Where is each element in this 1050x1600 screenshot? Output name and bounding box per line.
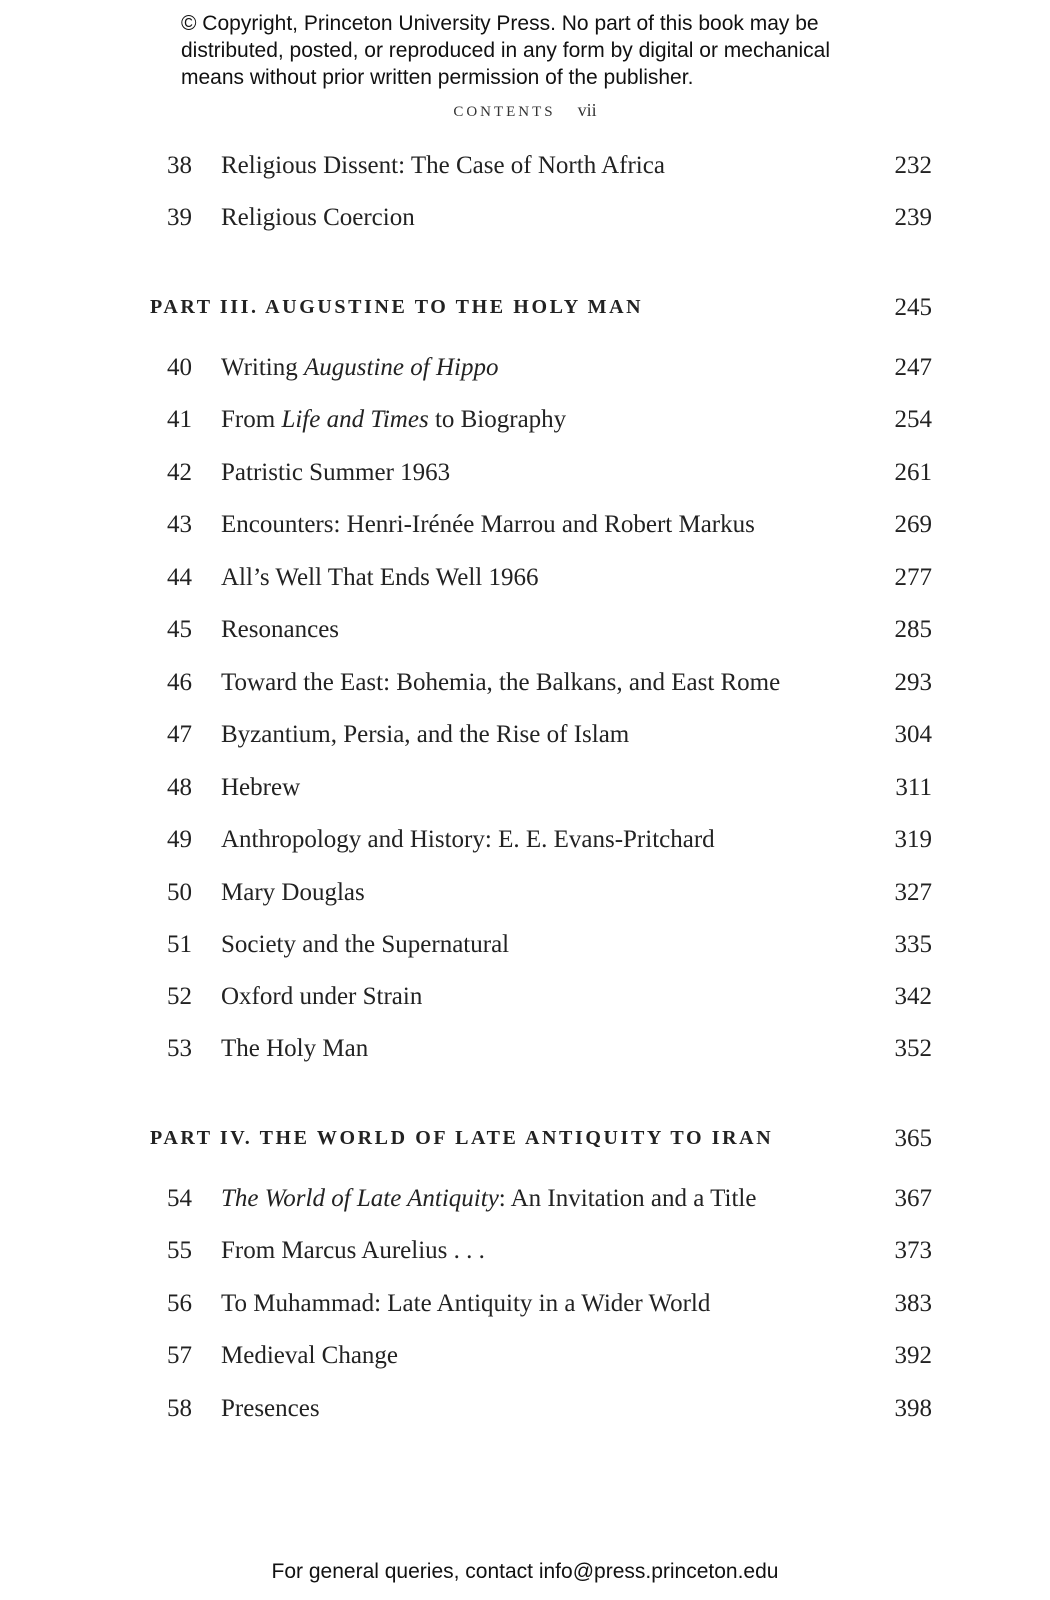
chapter-title-text: Mary Douglas [221,879,365,906]
page-number: 367 [894,1185,932,1212]
chapter-title [221,511,755,539]
chapter-title-text: Encounters: Henri-Irénée Marrou and Robert Markus [221,511,755,538]
chapter-title-text: To Muhammad: Late Antiquity in a Wider World [221,1290,711,1317]
running-head-label: CONTENTS [453,104,556,120]
chapter-title-text: Anthropology and History: E. E. Evans-Pritchard [221,826,715,853]
toc-chapter-entry [150,1336,932,1376]
chapter-title-text: Resonances [221,616,340,643]
page-number: 365 [894,1125,932,1152]
chapter-title-italic: Augustine of Hippo [304,354,499,381]
toc-part-heading [150,1119,932,1159]
page-number: 398 [894,1395,932,1422]
toc-chapter-entry [150,715,932,755]
page-number: 319 [894,826,932,853]
chapter-number: 45 [167,616,192,643]
chapter-title [221,669,780,697]
chapter-number: 46 [167,669,192,696]
chapter-number: 58 [167,1395,192,1422]
chapter-number: 53 [167,1035,192,1062]
chapter-number: 52 [167,983,192,1010]
chapter-title [221,204,415,232]
page-number: 247 [894,354,932,381]
chapter-title-text: Patristic Summer 1963 [221,459,451,486]
copyright-line: means without prior written permission of the publisher. [181,66,694,89]
chapter-number: 44 [167,564,192,591]
page-number: 232 [894,152,932,179]
toc-chapter-entry [150,1029,932,1069]
chapter-number: 49 [167,826,192,853]
page-number: 352 [894,1035,932,1062]
page-number: 392 [894,1342,932,1369]
chapter-title [221,1395,320,1423]
chapter-title [221,931,509,959]
chapter-number: 57 [167,1342,192,1369]
toc-chapter-entry [150,820,932,860]
chapter-title-text: Religious Dissent: The Case of North Africa [221,152,665,179]
page-number: 327 [894,879,932,906]
toc-chapter-entry [150,348,932,388]
toc-chapter-entry [150,1389,932,1429]
chapter-number: 40 [167,354,192,381]
part-title: PART III. AUGUSTINE TO THE HOLY MAN [150,296,644,318]
page-number: 277 [894,564,932,591]
chapter-title [221,1185,756,1213]
copyright-line: © Copyright, Princeton University Press. No part of this book may be [181,12,819,35]
chapter-number: 47 [167,721,192,748]
toc-chapter-entry [150,663,932,703]
toc-chapter-entry [150,1231,932,1271]
toc-chapter-entry [150,768,932,808]
chapter-title-text: From Marcus Aurelius . . . [221,1237,485,1264]
page-number: 383 [894,1290,932,1317]
toc-chapter-entry [150,1284,932,1324]
chapter-title [221,774,300,802]
chapter-title [221,459,450,487]
chapter-title-text: Medieval Change [221,1342,399,1369]
page-number: 293 [894,669,932,696]
toc-chapter-entry [150,873,932,913]
toc-chapter-entry [150,505,932,545]
toc-chapter-entry [150,1179,932,1219]
page-number: 269 [894,511,932,538]
chapter-title [221,406,566,434]
chapter-number: 51 [167,931,192,958]
toc-chapter-entry [150,146,932,186]
chapter-number: 38 [167,152,192,179]
page-number: 311 [895,774,932,801]
chapter-title [221,721,629,749]
toc-chapter-entry [150,925,932,965]
chapter-title-text: Toward the East: Bohemia, the Balkans, and East Rome [221,669,781,696]
chapter-title-italic: The World of Late Antiquity [221,1185,499,1212]
toc-chapter-entry [150,198,932,238]
chapter-title-text: Writing [221,354,305,381]
chapter-title-text: From [221,406,282,433]
chapter-title-text: Religious Coercion [221,204,415,231]
page-number: 342 [894,983,932,1010]
chapter-title-text: The Holy Man [221,1035,369,1062]
copyright-line: distributed, posted, or reproduced in any form by digital or mechanical [181,39,831,62]
page-number: 304 [894,721,932,748]
toc-chapter-entry [150,400,932,440]
chapter-number: 56 [167,1290,192,1317]
chapter-number: 48 [167,774,192,801]
chapter-title-text: to Biography [428,406,567,433]
chapter-title-text: Byzantium, Persia, and the Rise of Islam [221,721,630,748]
chapter-title-italic: Life and Times [281,406,429,433]
chapter-title [221,1290,710,1318]
chapter-title [221,354,498,382]
chapter-number: 43 [167,511,192,538]
chapter-title [221,152,665,180]
chapter-number: 41 [167,406,192,433]
chapter-title-text: Society and the Supernatural [221,931,510,958]
page-number: 245 [894,294,932,321]
chapter-title [221,616,339,644]
chapter-title [221,826,715,854]
chapter-title-text: Hebrew [221,774,301,801]
toc-chapter-entry [150,558,932,598]
page-number: 335 [894,931,932,958]
chapter-title [221,983,422,1011]
chapter-title-text: Presences [221,1395,320,1422]
toc-part-heading [150,288,932,328]
chapter-title [221,1342,398,1370]
page-number: 373 [894,1237,932,1264]
toc-chapter-entry [150,977,932,1017]
page-number: 285 [894,616,932,643]
part-title: PART IV. THE WORLD OF LATE ANTIQUITY TO IRAN [150,1127,774,1149]
chapter-title [221,1237,485,1265]
page-number: 254 [894,406,932,433]
chapter-number: 55 [167,1237,192,1264]
chapter-title-text: Oxford under Strain [221,983,423,1010]
chapter-number: 39 [167,204,192,231]
chapter-title [221,1035,368,1063]
chapter-title [221,879,365,907]
chapter-number: 50 [167,879,192,906]
page-number: 239 [894,204,932,231]
chapter-title-text: : An Invitation and a Title [498,1185,757,1212]
chapter-number: 42 [167,459,192,486]
toc-chapter-entry [150,610,932,650]
chapter-title-text: All’s Well That Ends Well 1966 [221,564,539,591]
footer-contact: For general queries, contact info@press.princeton.edu [271,1560,779,1583]
chapter-title [221,564,539,592]
running-head-page: vii [577,100,597,120]
chapter-number: 54 [167,1185,192,1212]
toc-chapter-entry [150,453,932,493]
page-number: 261 [894,459,932,486]
